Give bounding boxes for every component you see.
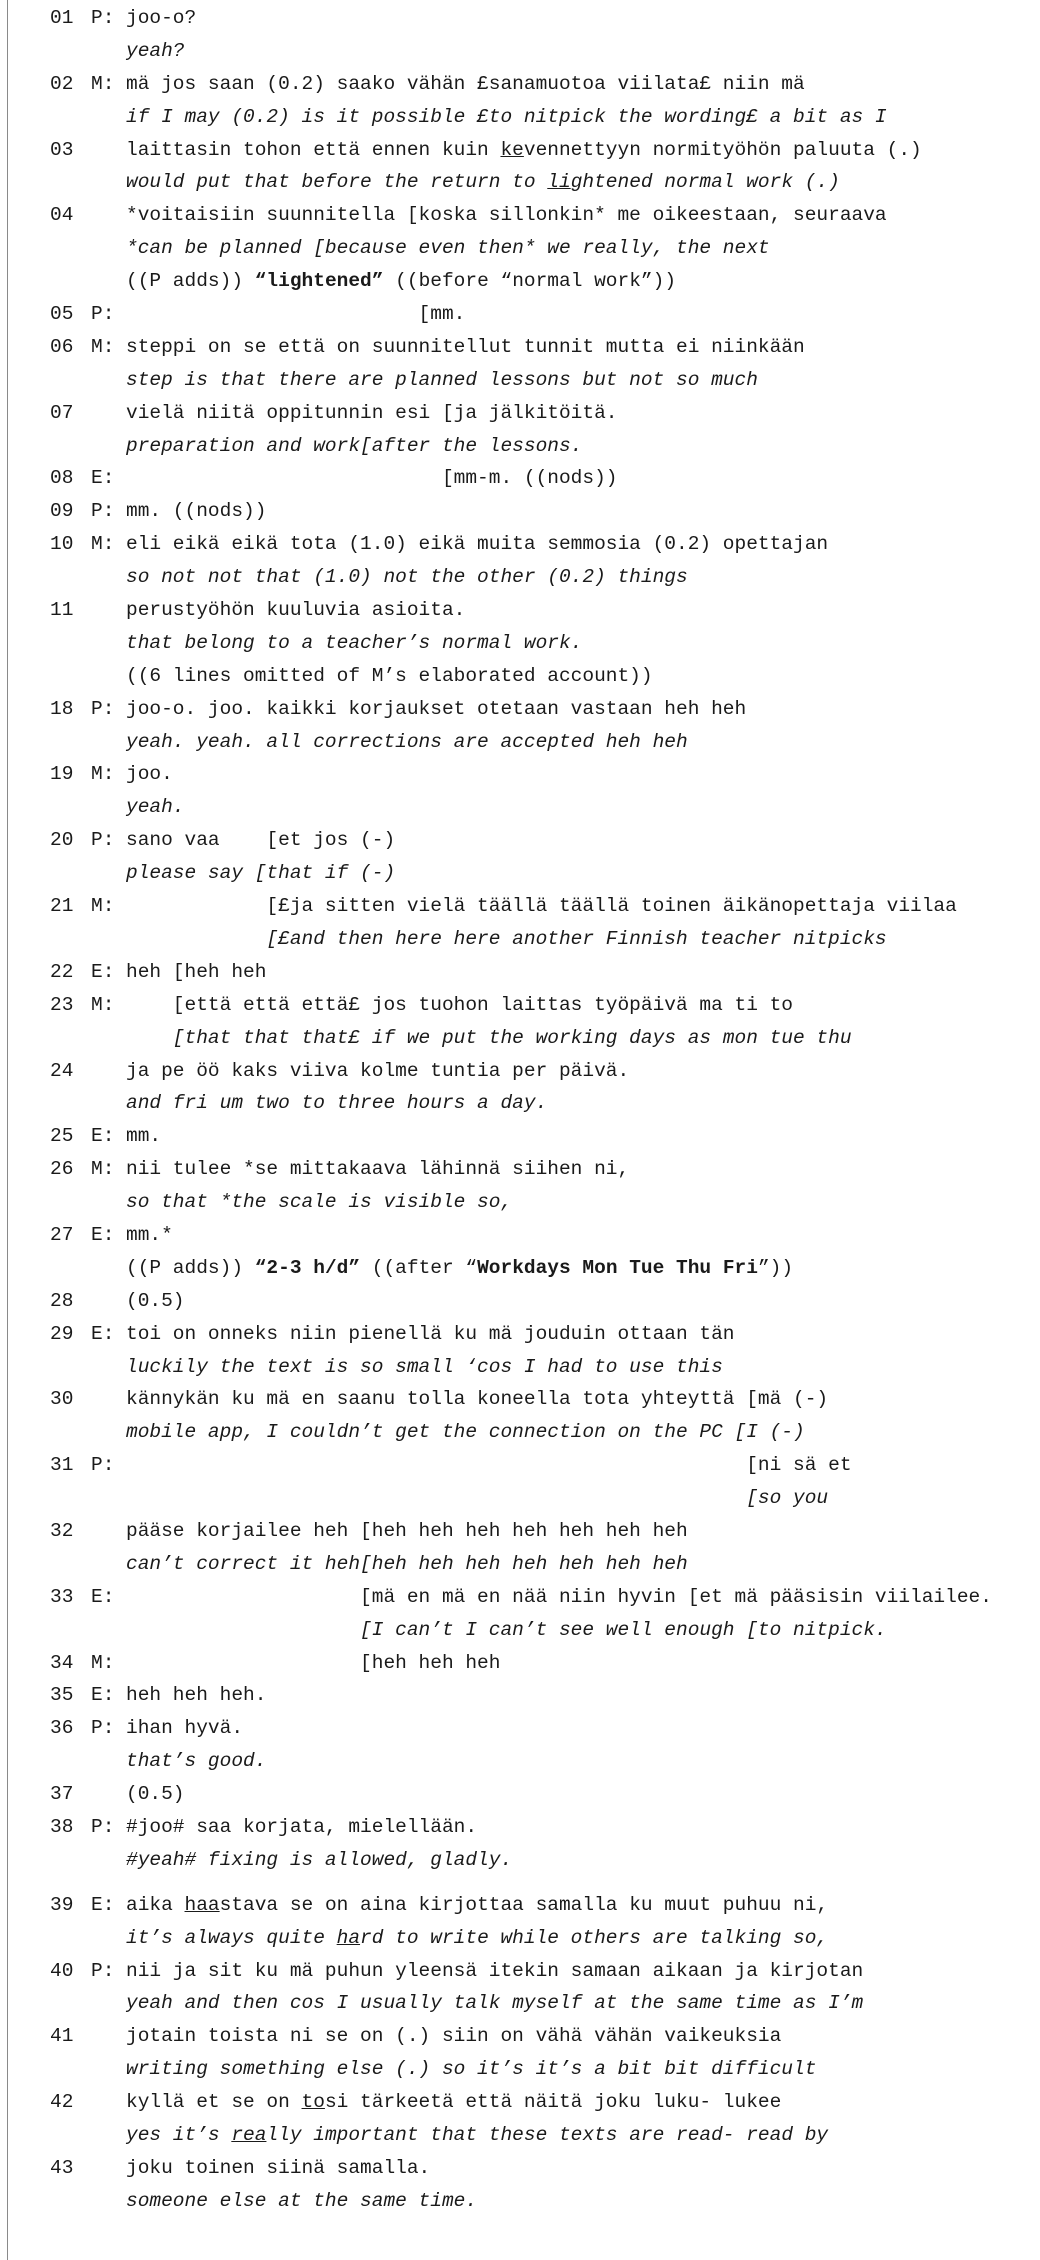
text-segment: ((6 lines omitted of M’s elaborated account)) [126,664,653,687]
transcript-line [0,2020,1040,2053]
text-segment: sano vaa [et jos (-) [126,829,396,852]
utterance-text [126,2152,430,2185]
text-segment: [mä en mä en nää niin hyvin [et mä pääsisin viilailee. [126,1585,992,1608]
line-number: 24 [50,1059,74,1082]
utterance-text [126,1712,243,1745]
translation-text [126,1844,512,1877]
text-segment: [I can’t I can’t see well enough [to nitpick. [126,1618,887,1641]
translation-text [126,2185,477,2218]
line-number: 06 [50,335,74,358]
text-segment: vennettyyn normityöhön paluuta (.) [523,138,922,161]
utterance-text [126,1153,629,1186]
utterance-text [126,693,746,726]
transcript-line [0,2053,1040,2086]
text-segment: ja pe öö kaks viiva kolme tuntia per päivä. [126,1059,630,1082]
transcript-line [0,331,1040,364]
line-number: 09 [50,500,74,523]
transcript-line [0,1153,1040,1186]
transcript-line [0,1647,1040,1680]
transcript-line [0,1955,1040,1988]
transcript-line [0,2119,1040,2152]
transcript-line [0,1252,1040,1285]
speaker-label: M: [91,335,115,358]
emphasis-segment: ha [336,1926,361,1949]
transcript-line [0,660,1040,693]
utterance-text [126,1515,688,1548]
transcript-line [0,1581,1040,1614]
utterance-text [126,1647,500,1680]
text-segment: ihan hyvä. [126,1717,244,1740]
section-gap [0,1877,1040,1889]
utterance-text [126,1383,828,1416]
speaker-label: P: [91,829,115,852]
speaker-label: P: [91,303,115,326]
line-number: 40 [50,1959,74,1982]
text-segment: heh heh heh. [126,1684,267,1707]
transcript-line [0,1186,1040,1219]
text-segment: ((before “normal work”)) [383,270,677,293]
speaker-label: E: [91,1223,115,1246]
translation-text [126,364,758,397]
text-segment: yes it’s [126,2124,232,2146]
utterance-text [126,528,828,561]
transcript-line [0,166,1040,199]
transcript-line [0,1120,1040,1153]
added-text: Workdays Mon Tue Thu Fri [477,1256,758,1279]
line-number: 03 [50,138,74,161]
transcript-line [0,1679,1040,1712]
transcript-line [0,430,1040,463]
line-number: 34 [50,1651,74,1674]
emphasis-segment: ke [500,138,524,161]
line-number: 32 [50,1519,74,1542]
text-segment: ((after “ [360,1256,478,1279]
text-segment: can’t correct it heh[heh heh heh heh heh heh heh [126,1552,688,1575]
transcript-line [0,528,1040,561]
text-segment: vielä niitä oppitunnin esi [ja jälkitöitä. [126,401,618,424]
utterance-text [126,2020,781,2053]
transcript-line [0,791,1040,824]
text-segment: mä jos saan (0.2) saako vähän £sanamuotoa viilata£ niin mä [126,72,805,95]
line-number: 33 [50,1585,74,1608]
speaker-label: P: [91,1959,115,1982]
utterance-text [126,298,465,331]
text-segment: yeah. [126,796,185,819]
line-number: 05 [50,303,74,326]
utterance-text [126,265,676,298]
transcript-line [0,726,1040,759]
transcript-line [0,561,1040,594]
transcript-line [0,693,1040,726]
text-segment: if I may (0.2) is it possible £to nitpick the wording£ a bit as I [126,105,887,128]
text-segment: that’s good. [126,1750,267,1773]
text-segment: it’s always quite [126,1926,337,1949]
added-text: “lightened” [254,270,384,293]
transcript-line [0,1318,1040,1351]
text-segment: *can be planned [because even then* we really, the next [126,237,770,260]
text-segment: rd to write while others are talking so, [360,1926,829,1949]
text-segment: [että että että£ jos tuohon laittas työpäivä ma ti to [126,993,794,1016]
text-segment: ((P adds)) [126,270,255,293]
transcript-line [0,232,1040,265]
transcript-line [0,495,1040,528]
text-segment: [mm. [126,303,466,326]
text-segment: joo. [126,763,173,786]
text-segment: nii tulee *se mittakaava lähinnä siihen ni, [126,1158,630,1181]
text-segment: mm.* [126,1223,173,1246]
speaker-label: E: [91,1322,115,1345]
translation-text [126,1351,723,1384]
translation-text [126,627,582,660]
transcript-line [0,2,1040,35]
text-segment: [£ja sitten vielä täällä täällä toinen äikänopettaja viilaa [126,895,957,918]
line-number: 31 [50,1454,74,1477]
utterance-text [126,1581,992,1614]
text-segment: ghtened normal work (.) [570,171,840,194]
utterance-text [126,1955,863,1988]
text-segment: ((P adds)) [126,1256,255,1279]
utterance-text [126,1811,477,1844]
transcript-line [0,2086,1040,2119]
text-segment: kyllä et se on [126,2091,302,2114]
utterance-text [126,331,805,364]
translation-text [126,1087,547,1120]
line-number: 10 [50,533,74,556]
speaker-label: P: [91,1454,115,1477]
transcript-line [0,857,1040,890]
transcript-line [0,1548,1040,1581]
utterance-text [126,1318,735,1351]
utterance-text [126,397,617,430]
speaker-label: E: [91,467,115,490]
transcript-line [0,1987,1040,2020]
utterance-text [126,199,887,232]
line-number: 29 [50,1322,74,1345]
line-number: 25 [50,1125,74,1148]
transcript [0,2,1040,2218]
transcript-line [0,1087,1040,1120]
line-number: 37 [50,1783,74,1806]
transcript-line [0,1778,1040,1811]
translation-text [126,1614,887,1647]
translation-text [126,1987,863,2020]
transcript-line [0,1351,1040,1384]
transcript-line [0,462,1040,495]
text-segment: preparation and work[after the lessons. [126,434,583,457]
line-number: 38 [50,1815,74,1838]
text-segment: mm. ((nods)) [126,500,267,523]
speaker-label: M: [91,1158,115,1181]
speaker-label: M: [91,533,115,556]
line-number: 08 [50,467,74,490]
line-number: 43 [50,2156,74,2179]
text-segment: toi on onneks niin pienellä ku mä jouduin ottaan tän [126,1322,735,1345]
transcript-line [0,1482,1040,1515]
text-segment: [so you [126,1487,829,1510]
text-segment: (0.5) [126,1289,185,1312]
translation-text [126,791,185,824]
utterance-text [126,1889,828,1922]
text-segment: and fri um two to three hours a day. [126,1092,548,1115]
speaker-label: M: [91,993,115,1016]
transcript-line [0,594,1040,627]
speaker-label: M: [91,895,115,918]
text-segment: that belong to a teacher’s normal work. [126,631,583,654]
text-segment: yeah and then cos I usually talk myself at the same time as I’m [126,1992,864,2015]
transcript-line [0,1614,1040,1647]
text-segment: so not not that (1.0) not the other (0.2) things [126,566,688,589]
utterance-text [126,1679,266,1712]
line-number: 02 [50,72,74,95]
utterance-text [126,956,266,989]
transcript-line [0,101,1040,134]
transcript-line [0,2185,1040,2218]
text-segment: [ni sä et [126,1454,852,1477]
transcript-line [0,35,1040,68]
utterance-text [126,824,395,857]
translation-text [126,1416,805,1449]
line-number: 42 [50,2091,74,2114]
transcript-line [0,397,1040,430]
translation-text [126,1745,266,1778]
translation-text [126,1022,852,1055]
line-number: 20 [50,829,74,852]
transcript-line [0,923,1040,956]
utterance-text [126,1449,852,1482]
transcript-line [0,824,1040,857]
transcript-line [0,1219,1040,1252]
emphasis-segment: rea [231,2124,267,2146]
transcript-line [0,627,1040,660]
utterance-text [126,495,266,528]
transcript-line [0,1889,1040,1922]
text-segment: perustyöhön kuuluvia asioita. [126,599,466,622]
line-number: 39 [50,1893,74,1916]
translation-text [126,1548,688,1581]
text-segment: kännykän ku mä en saanu tolla koneella tota yhteyttä [mä (-) [126,1388,829,1411]
text-segment: joo-o. joo. kaikki korjaukset otetaan vastaan heh heh [126,697,747,720]
speaker-label: E: [91,960,115,983]
text-segment: [that that that£ if we put the working days as mon tue thu [126,1026,852,1049]
text-segment: (0.5) [126,1783,185,1806]
transcript-line [0,989,1040,1022]
translation-text [126,1186,512,1219]
utterance-text [126,758,173,791]
utterance-text [126,1055,629,1088]
line-number: 27 [50,1223,74,1246]
text-segment: ”)) [757,1256,794,1279]
text-segment: stava se on aina kirjottaa samalla ku muut puhuu ni, [219,1893,829,1916]
text-segment: please say [that if (-) [126,862,396,885]
speaker-label: P: [91,1815,115,1838]
line-number: 18 [50,697,74,720]
text-segment: [£and then here here another Finnish teacher nitpicks [126,927,887,950]
line-number: 30 [50,1388,74,1411]
translation-text [126,923,887,956]
text-segment: #joo# saa korjata, mielellään. [126,1815,478,1838]
transcript-line [0,68,1040,101]
translation-text [126,166,840,199]
transcript-line [0,1055,1040,1088]
transcript-line [0,890,1040,923]
speaker-label: E: [91,1893,115,1916]
speaker-label: P: [91,7,115,29]
transcript-line [0,199,1040,232]
translation-text [126,561,688,594]
utterance-text [126,890,957,923]
speaker-label: P: [91,697,115,720]
line-number: 07 [50,401,74,424]
text-segment: yeah. yeah. all corrections are accepted heh heh [126,730,688,753]
text-segment: eli eikä eikä tota (1.0) eikä muita semmosia (0.2) opettajan [126,533,829,556]
utterance-text [126,2086,781,2119]
text-segment: someone else at the same time. [126,2189,478,2212]
text-segment: steppi on se että on suunnitellut tunnit mutta ei niinkään [126,335,805,358]
transcript-line [0,758,1040,791]
emphasis-segment: li [547,171,571,194]
emphasis-segment: haa [184,1893,220,1916]
transcript-line [0,364,1040,397]
utterance-text [126,660,653,693]
speaker-label: M: [91,72,115,95]
text-segment: writing something else (.) so it’s it’s a bit bit difficult [126,2058,817,2081]
transcript-line [0,1745,1040,1778]
utterance-text [126,1120,161,1153]
text-segment: joo-o? [126,7,197,29]
transcript-line [0,1844,1040,1877]
text-segment: luckily the text is so small ‘cos I had to use this [126,1355,723,1378]
text-segment: so that *the scale is visible so, [126,1191,513,1214]
text-segment: would put that before the return to [126,171,548,194]
transcript-line [0,1515,1040,1548]
utterance-text [126,462,617,495]
text-segment: *voitaisiin suunnitella [koska sillonkin* me oikeestaan, seuraava [126,204,887,227]
line-number: 04 [50,204,74,227]
translation-text [126,35,185,68]
transcript-line [0,1022,1040,1055]
translation-text [126,2053,816,2086]
speaker-label: E: [91,1125,115,1148]
text-segment: pääse korjailee heh [heh heh heh heh heh heh heh [126,1519,688,1542]
line-number: 28 [50,1289,74,1312]
line-number: 01 [50,7,74,29]
translation-text [126,726,688,759]
transcript-line [0,298,1040,331]
line-number: 35 [50,1684,74,1707]
text-segment: joku toinen siinä samalla. [126,2156,431,2179]
transcript-line [0,1811,1040,1844]
added-text: “2-3 h/d” [254,1256,361,1279]
text-segment: mm. [126,1125,162,1148]
text-segment: #yeah# fixing is allowed, gladly. [126,1848,513,1871]
translation-text [126,430,582,463]
speaker-label: P: [91,500,115,523]
text-segment: nii ja sit ku mä puhun yleensä itekin samaan aikaan ja kirjotan [126,1959,864,1982]
utterance-text [126,1219,173,1252]
transcript-line [0,1712,1040,1745]
speaker-label: E: [91,1585,115,1608]
transcript-line [0,1383,1040,1416]
text-segment: jotain toista ni se on (.) siin on vähä vähän vaikeuksia [126,2025,782,2048]
line-number: 19 [50,763,74,786]
speaker-label: P: [91,1717,115,1740]
transcript-line [0,1416,1040,1449]
utterance-text [126,2,196,35]
line-number: 41 [50,2025,74,2048]
utterance-text [126,68,805,101]
speaker-label: M: [91,1651,115,1674]
translation-text [126,232,770,265]
line-number: 11 [50,599,74,622]
line-number: 23 [50,993,74,1016]
text-segment: aika [126,1893,185,1916]
transcript-line [0,134,1040,167]
utterance-text [126,989,793,1022]
line-number: 36 [50,1717,74,1740]
line-number: 26 [50,1158,74,1181]
transcript-line [0,1449,1040,1482]
text-segment: yeah? [126,39,185,62]
utterance-text [126,594,465,627]
speaker-label: M: [91,763,115,786]
line-number: 22 [50,960,74,983]
translation-text [126,1922,828,1955]
text-segment: mobile app, I couldn’t get the connection on the PC [I (-) [126,1421,805,1444]
text-segment: si tärkeetä että näitä joku luku- lukee [324,2091,782,2114]
speaker-label: E: [91,1684,115,1707]
transcript-line [0,956,1040,989]
translation-text [126,101,887,134]
transcript-line [0,1285,1040,1318]
text-segment: [mm-m. ((nods)) [126,467,618,490]
utterance-text [126,134,922,167]
utterance-text [126,1285,185,1318]
line-number: 21 [50,895,74,918]
text-segment: laittasin tohon että ennen kuin [126,138,501,161]
transcript-line [0,265,1040,298]
translation-text [126,2119,828,2152]
utterance-text [126,1778,185,1811]
utterance-text [126,1252,793,1285]
transcript-line [0,2152,1040,2185]
translation-text [126,1482,828,1515]
emphasis-segment: to [301,2091,325,2114]
text-segment: [heh heh heh [126,1651,501,1674]
transcript-line [0,1922,1040,1955]
translation-text [126,857,395,890]
text-segment: step is that there are planned lessons but not so much [126,368,758,391]
text-segment: heh [heh heh [126,960,267,983]
text-segment: lly important that these texts are read- read by [266,2124,829,2146]
